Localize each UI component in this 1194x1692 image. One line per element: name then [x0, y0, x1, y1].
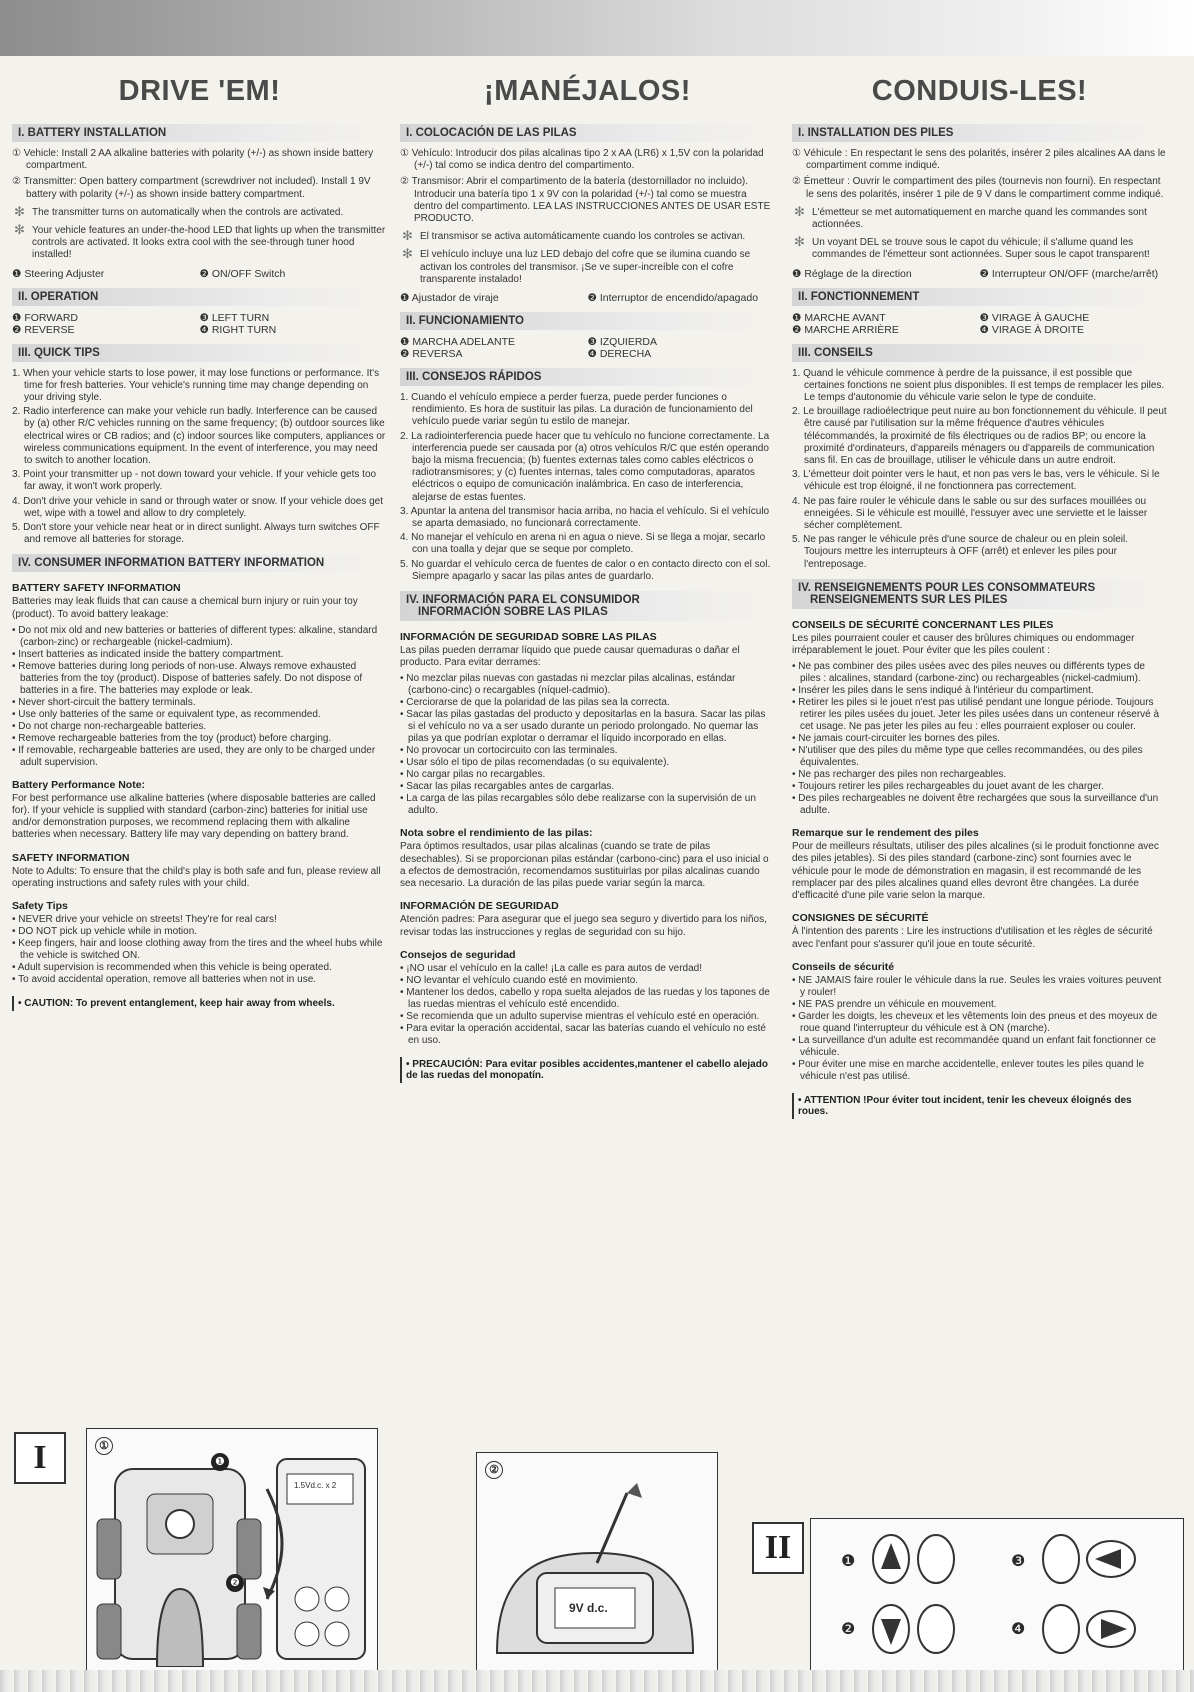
op-right-turn: ❹ VIRAGE À DROITE: [979, 323, 1085, 336]
note-led: ✻ Your vehicle features an under-the-hood LED that lights up when the transmitter controls are activated. It looks extra cool with the see-through tuner hood installed!: [14, 222, 386, 261]
list-item: • NO levantar el vehículo cuando esté en movimiento.: [400, 974, 639, 986]
safety-tips-heading: Consejos de seguridad: [400, 948, 516, 961]
sparkle-icon: ✻: [14, 203, 25, 219]
figure-badge-1: I: [14, 1432, 66, 1484]
safety-tips-list: [400, 963, 775, 1047]
section-consumer-info: IV. RENSEIGNEMENTS POUR LES CONSOMMATEURS RENSEIGNEMENTS SUR LES PILES: [792, 579, 1167, 609]
list-item: • N'utiliser que des piles du même type que celles recommandées, ou des piles équivalentes.: [792, 745, 1143, 769]
operation-grid: [400, 336, 775, 360]
list-item: • Garder les doigts, les cheveux et les vêtements loin des pneus et des moyeux de roue quand l'interrupteur du véhicule est à ON (marche).: [792, 1010, 1158, 1034]
ctrl-reverse-label: ❷: [841, 1621, 856, 1638]
safety-tips-list: [792, 975, 1167, 1083]
list-item: • No provocar un cortocircuito con las terminales.: [400, 745, 618, 757]
section-installation-piles: I. INSTALLATION DES PILES: [792, 124, 1167, 142]
battery-safety-heading: INFORMACIÓN DE SEGURIDAD SOBRE LAS PILAS: [400, 631, 657, 644]
safety-info-text: À l'intention des parents : Lire les instructions d'utilisation et les règles de sécurité avec l'enfant pour s'assurer qu'il joue en toute sécurité.: [792, 926, 1153, 950]
figure-vehicle-battery: [86, 1428, 378, 1672]
list-item: 4. Don't drive your vehicle in sand or through water or snow. If your vehicle does get wet, wipe with a towel and allow to dry completely.: [12, 495, 383, 519]
title-conduis-les: CONDUIS-LES!: [871, 75, 1088, 107]
list-item: • Mantener los dedos, cabello y ropa suelta alejados de las ruedas y los tapones de las ruedas mientras el vehículo esté encendido.: [400, 986, 770, 1010]
section-fonctionnement: II. FONCTIONNEMENT: [792, 288, 1167, 306]
sparkle-icon: ✻: [402, 228, 413, 244]
marker-2: ❷: [230, 1577, 240, 1589]
list-item: • Se recomienda que un adulto supervise mientras el vehículo esté en operación.: [400, 1010, 760, 1022]
legend-steering-adjuster: ❶ Steering Adjuster: [12, 267, 105, 280]
list-item: • Retirer les piles si le jouet n'est pas utilisé pendant une longue période. Toujours retirer les piles usées du jouet. Jeter les piles usées dans un conteneur réservé à cet usage. Ne pas jeter les piles au feu : elles pourraient exploser ou couler.: [792, 697, 1160, 733]
list-item: 3. Apuntar la antena del transmisor hacia arriba, no hacia el vehículo. Si el vehículo se aparta demasiado, no funcionará correctamente.: [400, 505, 770, 530]
install-vehicle-text: ① Véhicule : En respectant le sens des polarités, insérer 2 piles alcalines AA dans le compartiment comme indiqué.: [792, 148, 1166, 172]
list-item: 2. Radio interference can make your vehicle run badly. Interference can be caused by (a) other R/C vehicles running on the same frequency; (b) outdoor sources like electrical wires or CB radios; and (c) indoor sources like computers, appliances or wireless communications equipment. In the event of interference, you may need to switch to another location.: [12, 406, 386, 467]
list-item: • La carga de las pilas recargables sólo debe realizarse con la supervisión de un adulto.: [400, 793, 756, 817]
section-battery-installation: I. BATTERY INSTALLATION: [12, 124, 387, 142]
caution-text: • PRECAUCIÓN: Para evitar posibles accidentes,mantener el cabello alejado de las ruedas del monopatín.: [400, 1057, 775, 1083]
list-item: 5. No guardar el vehículo cerca de fuentes de calor o en contacto directo con el sol. Siempre apagarlo y sacar las pilas antes de guardarlo.: [400, 558, 771, 582]
install-transmitter-text: ② Transmitter: Open battery compartment (screwdriver not included). Install 1 9V battery with polarity (+/-) as shown inside battery compartment.: [12, 176, 371, 200]
note-transmitter-auto: ✻ El transmisor se activa automáticamente cuando los controles se activan.: [402, 228, 746, 244]
sparkle-icon: ✻: [794, 234, 805, 250]
list-item: • Ne pas combiner des piles usées avec des piles neuves ou différents types de piles : alcalines, standard (carbone-zinc) ou rechargeables (nickel-cadmium).: [792, 661, 1145, 685]
install-transmitter-text: ② Transmisor: Abrir el compartimento de la batería (destornillador no incluido). Introducir una batería tipo 1 x 9V con la polaridad (+/-) tal como se muestra dentro del compartimento. LEA LAS INSTRUCCIONES ANTES DE USAR ESTE PRODUCTO.: [400, 176, 771, 225]
battery-safety-heading: CONSEILS DE SÉCURITÉ CONCERNANT LES PILES: [792, 618, 1054, 631]
title-manejalos: ¡MANÉJALOS!: [484, 75, 691, 107]
op-left-turn: ❸ LEFT TURN: [199, 311, 270, 324]
list-item: 3. Point your transmitter up - not down toward your vehicle. If your vehicle gets too far away, it won't work properly.: [12, 469, 377, 493]
op-left-turn: ❸ IZQUIERDA: [587, 336, 658, 349]
list-item: • Insérer les piles dans le sens indiqué à l'intérieur du compartiment.: [792, 685, 1094, 697]
operation-grid: [12, 312, 387, 336]
battery-safety-heading: BATTERY SAFETY INFORMATION: [12, 582, 181, 595]
legend-onoff-switch: ❷ Interrupteur ON/OFF (marche/arrêt): [979, 267, 1159, 280]
battery-performance-text: Para óptimos resultados, usar pilas alcalinas (cuando se trate de pilas desechables). Si se proporcionan pilas estándar (carbono-cinc) para el uso inicial o a efectos de demostración, recomendamos sustituirlas por pilas alcalinas cuando sea necesario. La duración de las pilas puede variar según la marca.: [400, 841, 769, 890]
note-led: ✻ Un voyant DEL se trouve sous le capot du véhicule; il s'allume quand les commandes de l'émetteur sont actionnées. Super sous le capot transparent!: [794, 234, 1150, 261]
list-item: 1. Quand le véhicule commence à perdre de la puissance, il est possible que certaines fonctions ne soient plus disponibles. Il est temps de remplacer les piles. Le temps d'autonomie du véhicule varie selon le type de conduite.: [792, 367, 1165, 404]
note-led: ✻ El vehículo incluye una luz LED debajo del cofre que se ilumina cuando se activan los controles del transmisor. ¡Se ve super-increíble con el cofre transparente instalado!: [402, 246, 751, 285]
install-vehicle-text: ① Vehículo: Introducir dos pilas alcalinas tipo 2 x AA (LR6) x 1,5V con la polaridad (+/-) tal como se indica dentro del compartimento.: [400, 148, 764, 172]
safety-tips-list: [12, 914, 387, 986]
list-item: • Use only batteries of the same or equivalent type, as recommended.: [12, 708, 321, 720]
section-consumer-info: IV. INFORMACIÓN PARA EL CONSUMIDOR INFORMACIÓN SOBRE LAS PILAS: [400, 591, 775, 621]
battery-performance-text: Pour de meilleurs résultats, utiliser des piles alcalines (si le produit fonctionne avec des piles jetables). Si des piles standard (carbone-zinc) sont fournies avec le véhicule pour le mode de démonstration en magasin, il est recommandé de les remplacer par des piles alcalines quand elles devront être changées. La durée d'efficacité d'une pile varie selon la marque.: [792, 841, 1159, 902]
list-item: • La surveillance d'un adulte est recommandée quand un enfant fait fonctionner ce véhicule.: [792, 1034, 1156, 1058]
list-item: • Keep fingers, hair and loose clothing away from the tires and the wheel hubs while the vehicle is switched ON.: [12, 938, 383, 962]
list-item: • No cargar pilas no recargables.: [400, 769, 546, 781]
figure-callout-1: ①: [95, 1437, 113, 1455]
list-item: • Adult supervision is recommended when this vehicle is being operated.: [12, 962, 332, 974]
caution-text: • ATTENTION !Pour éviter tout incident, tenir les cheveux éloignés des roues.: [792, 1093, 1167, 1119]
ctrl-right-label: ❹: [1011, 1621, 1026, 1638]
legend-steering-adjuster: ❶ Réglage de la direction: [792, 267, 912, 280]
list-item: 4. Ne pas faire rouler le véhicule dans le sable ou sur des surfaces mouillées ou enneigées. Si le véhicule est mouillé, l'essuyer avec une serviette et le laisser sécher complètement.: [792, 495, 1148, 532]
list-item: • Ne jamais court-circuiter les bornes des piles.: [792, 733, 1001, 745]
list-item: 1. When your vehicle starts to lose power, it may lose functions or performance. It's time for fresh batteries. Your vehicle's running time may change depending on your driving style.: [12, 367, 380, 404]
safety-info-text: Atención padres: Para asegurar que el juego sea seguro y divertido para los niños, revisar todas las instrucciones y reglas de seguridad con su hijo.: [400, 914, 767, 938]
section-consumer-info: IV. CONSUMER INFORMATION BATTERY INFORMATION: [12, 554, 387, 572]
legend-onoff-switch: ❷ ON/OFF Switch: [199, 267, 286, 280]
vehicle-illustration: [87, 1429, 373, 1667]
list-item: • Usar sólo el tipo de pilas recomendadas (o su equivalente).: [400, 757, 670, 769]
op-reverse: ❷ REVERSA: [400, 348, 463, 361]
list-item: • ¡NO usar el vehículo en la calle! ¡La calle es para autos de verdad!: [400, 962, 702, 974]
safety-info-heading: SAFETY INFORMATION: [12, 851, 130, 864]
note-transmitter-auto: ✻ The transmitter turns on automatically when the controls are activated.: [14, 203, 344, 219]
battery-safety-list: [12, 625, 387, 769]
quick-tips-list: [400, 392, 775, 583]
list-item: • NEVER drive your vehicle on streets! They're for real cars!: [12, 914, 277, 926]
section-conseils: III. CONSEILS: [792, 344, 1167, 362]
install-vehicle-text: ① Vehicle: Install 2 AA alkaline batteries with polarity (+/-) as shown inside battery compartment.: [12, 148, 374, 172]
op-forward: ❶ MARCHA ADELANTE: [400, 336, 516, 349]
sparkle-icon: ✻: [402, 246, 413, 262]
sparkle-icon: ✻: [794, 203, 805, 219]
battery-safety-intro: Las pilas pueden derramar líquido que puede causar quemaduras o dañar el producto. Para evitar derrames:: [400, 645, 740, 669]
quick-tips-list: [12, 368, 387, 547]
list-item: • Des piles rechargeables ne doivent être rechargées que sous la surveillance d'un adulte.: [792, 793, 1159, 817]
list-item: • Cerciorarse de que la polaridad de las pilas sea la correcta.: [400, 697, 670, 709]
controls-illustration: [811, 1519, 1179, 1667]
section-quick-tips: III. QUICK TIPS: [12, 344, 387, 362]
list-item: • Insert batteries as indicated inside the battery compartment.: [12, 648, 284, 660]
list-item: • Do not charge non-rechargeable batteries.: [12, 720, 207, 732]
marker-1: ❶: [215, 1456, 225, 1468]
list-item: • Remove rechargeable batteries from the toy (product) before charging.: [12, 732, 332, 744]
list-item: 1. Cuando el vehículo empiece a perder fuerza, puede perder funciones o rendimiento. Es hora de sustituir las pilas. La duración de funcionamiento del vehículo puede variar según tu estilo de manejar.: [400, 392, 753, 428]
op-reverse: ❷ MARCHE ARRIÈRE: [792, 323, 899, 336]
list-item: • NE JAMAIS faire rouler le véhicule dans la rue. Seules les vraies voitures peuvent y rouler!: [792, 974, 1162, 998]
list-item: • Ne pas recharger des piles non rechargeables.: [792, 769, 1007, 781]
op-forward: ❶ MARCHE AVANT: [792, 311, 886, 324]
list-item: 5. Ne pas ranger le véhicule près d'une source de chaleur ou en plein soleil. Toujours mettre les interrupteurs à OFF (arrêt) et enlever les piles pour l'entreposage.: [792, 534, 1129, 570]
list-item: • Remove batteries during long periods of non-use. Always remove exhausted batteries from the toy (product). Dispose of batteries safely. Do not dispose of batteries in a fire. The batteries may explode or leak.: [12, 660, 363, 696]
list-item: • No mezclar pilas nuevas con gastadas ni mezclar pilas alcalinas, estándar (carbono-cinc) o recargables (níquel-cadmio).: [400, 673, 736, 697]
op-right-turn: ❹ RIGHT TURN: [199, 323, 277, 336]
op-right-turn: ❹ DERECHA: [587, 348, 652, 361]
battery-safety-intro: Batteries may leak fluids that can cause a chemical burn injury or ruin your toy (product). To avoid battery leakage:: [12, 596, 358, 620]
op-left-turn: ❸ VIRAGE À GAUCHE: [979, 311, 1090, 324]
section-operation: II. OPERATION: [12, 288, 387, 306]
figure-transmitter-battery: [476, 1452, 718, 1672]
safety-info-text: Note to Adults: To ensure that the child's play is both safe and fun, please review all operating instructions and safety rules with your child.: [12, 865, 381, 889]
transmitter-illustration: [477, 1453, 713, 1667]
op-reverse: ❷ REVERSE: [12, 323, 75, 336]
list-item: • NE PAS prendre un véhicule en mouvement.: [792, 998, 997, 1010]
battery-safety-list: [400, 673, 775, 817]
list-item: 5. Don't store your vehicle near heat or in direct sunlight. Always turn switches OFF and remove all batteries for storage.: [12, 522, 380, 546]
list-item: • DO NOT pick up vehicle while in motion.: [12, 926, 198, 938]
operation-grid: [792, 312, 1167, 336]
legend-pair: [12, 268, 387, 280]
battery-performance-text: For best performance use alkaline batteries (where disposable batteries are called for). If your vehicle is supplied with standard (carbon-zinc) batteries for initial use and/or demonstration purposes, we recommend replacing them with alkaline batteries when necessary. Battery life may vary depending on battery brand.: [12, 792, 376, 841]
list-item: • Never short-circuit the battery terminals.: [12, 696, 196, 708]
title-drive-em: DRIVE 'EM!: [118, 75, 281, 107]
safety-tips-heading: Conseils de sécurité: [792, 960, 895, 973]
list-item: 4. No manejar el vehículo en arena ni en agua o nieve. Si se llega a mojar, secarlo con una toalla y dejar que se seque por completo.: [400, 532, 766, 556]
battery-performance-heading: Battery Performance Note:: [12, 778, 146, 791]
quick-tips-list: [792, 368, 1167, 571]
battery-safety-list: [792, 661, 1167, 817]
battery-performance-heading: Nota sobre el rendimiento de las pilas:: [400, 827, 593, 840]
figure-controls: [810, 1518, 1184, 1672]
list-item: • Sacar las pilas gastadas del producto y depositarlas en la basura. Sacar las pilas si el vehículo no va a ser usado durante un periodo prolongado. No quemar las pilas ya que podrían explotar o derramar el líquido incorporado en ellas.: [400, 709, 766, 745]
section-funcionamiento: II. FUNCIONAMIENTO: [400, 312, 775, 330]
caution-text: • CAUTION: To prevent entanglement, keep hair away from wheels.: [12, 996, 387, 1011]
battery-performance-heading: Remarque sur le rendement des piles: [792, 827, 979, 840]
legend-onoff-switch: ❷ Interruptor de encendido/apagado: [587, 292, 759, 305]
legend-pair: [400, 292, 775, 304]
list-item: • If removable, rechargeable batteries are used, they are only to be charged under adult supervision.: [12, 744, 376, 768]
section-consejos-rapidos: III. CONSEJOS RÁPIDOS: [400, 368, 775, 386]
bottom-scan-edge: [0, 1670, 1194, 1692]
section-colocacion-pilas: I. COLOCACIÓN DE LAS PILAS: [400, 124, 775, 142]
battery-spec-label: 1.5Vd.c. x 2: [294, 1481, 337, 1490]
figure-callout-2: ②: [485, 1461, 503, 1479]
safety-info-heading: INFORMACIÓN DE SEGURIDAD: [400, 900, 559, 913]
list-item: • Pour éviter une mise en marche accidentelle, enlever toutes les piles quand le véhicule n'est pas utilisé.: [792, 1058, 1145, 1082]
list-item: 3. L'émetteur doit pointer vers le haut, et non pas vers le bas, vers le véhicule. Si le véhicule est trop éloigné, il ne fonctionnera pas correctement.: [792, 469, 1160, 493]
safety-tips-heading: Safety Tips: [12, 900, 68, 913]
sparkle-icon: ✻: [14, 222, 25, 238]
note-transmitter-auto: ✻ L'émetteur se met automatiquement en marche quand les commandes sont actionnées.: [794, 203, 1147, 231]
column-english: [12, 70, 387, 1011]
list-item: • Do not mix old and new batteries or batteries of different types: alkaline, standard (carbon-zinc) or rechargeable (nickel-cadmium).: [12, 624, 378, 648]
top-shading-band: [0, 0, 1194, 56]
install-transmitter-text: ② Émetteur : Ouvrir le compartiment des piles (tournevis non fourni). En respectant le sens des polarités, insérer 1 pile de 9 V dans le compartiment comme indiqué.: [792, 176, 1164, 200]
transmitter-battery-label: 9V d.c.: [569, 1601, 608, 1615]
list-item: • Para evitar la operación accidental, sacar las baterías cuando el vehículo no esté en uso.: [400, 1022, 766, 1046]
legend-pair: [792, 268, 1167, 280]
list-item: • Toujours retirer les piles rechargeables du jouet avant de les charger.: [792, 781, 1104, 793]
battery-safety-intro: Les piles pourraient couler et causer des brûlures chimiques ou endommager irréparablement le jouet. Pour éviter que les piles coulent :: [792, 632, 1135, 657]
safety-info-heading: CONSIGNES DE SÉCURITÉ: [792, 912, 929, 925]
list-item: 2. Le brouillage radioélectrique peut nuire au bon fonctionnement du véhicule. Il peut être causé par l'utilisation sur la même fréquence d'autres véhicules télécommandés, la proximité de fils électriques ou de radios BP; ou encore la proximité d'ordinateurs, d'appareils ménagers ou d'appareils de communication sans fil. En cas de brouillage, utiliser le véhicule dans un autre endroit.: [792, 406, 1167, 467]
column-spanish: [400, 70, 775, 1083]
op-forward: ❶ FORWARD: [12, 311, 78, 324]
column-french: [792, 70, 1167, 1119]
legend-steering-adjuster: ❶ Ajustador de viraje: [400, 292, 499, 305]
ctrl-forward-label: ❶: [841, 1553, 856, 1570]
figure-badge-2: II: [752, 1522, 804, 1574]
list-item: 2. La radiointerferencia puede hacer que tu vehículo no funcione correctamente. La interferencia puede ser causada por (a) otros vehículos R/C que estén operando bajo la misma frecuencia; (b) fuentes externas tales como cables eléctricos o radiotransmisores; y (c) fuentes internas, tales como computadoras, aparatos eléctricos o equipo de comunicación inalámbrica. En caso de interferencia, alejarse de estas fuentes.: [400, 430, 770, 503]
ctrl-left-label: ❸: [1011, 1553, 1026, 1570]
list-item: • Sacar las pilas recargables antes de cargarlas.: [400, 781, 615, 793]
list-item: • To avoid accidental operation, remove all batteries when not in use.: [12, 974, 317, 986]
